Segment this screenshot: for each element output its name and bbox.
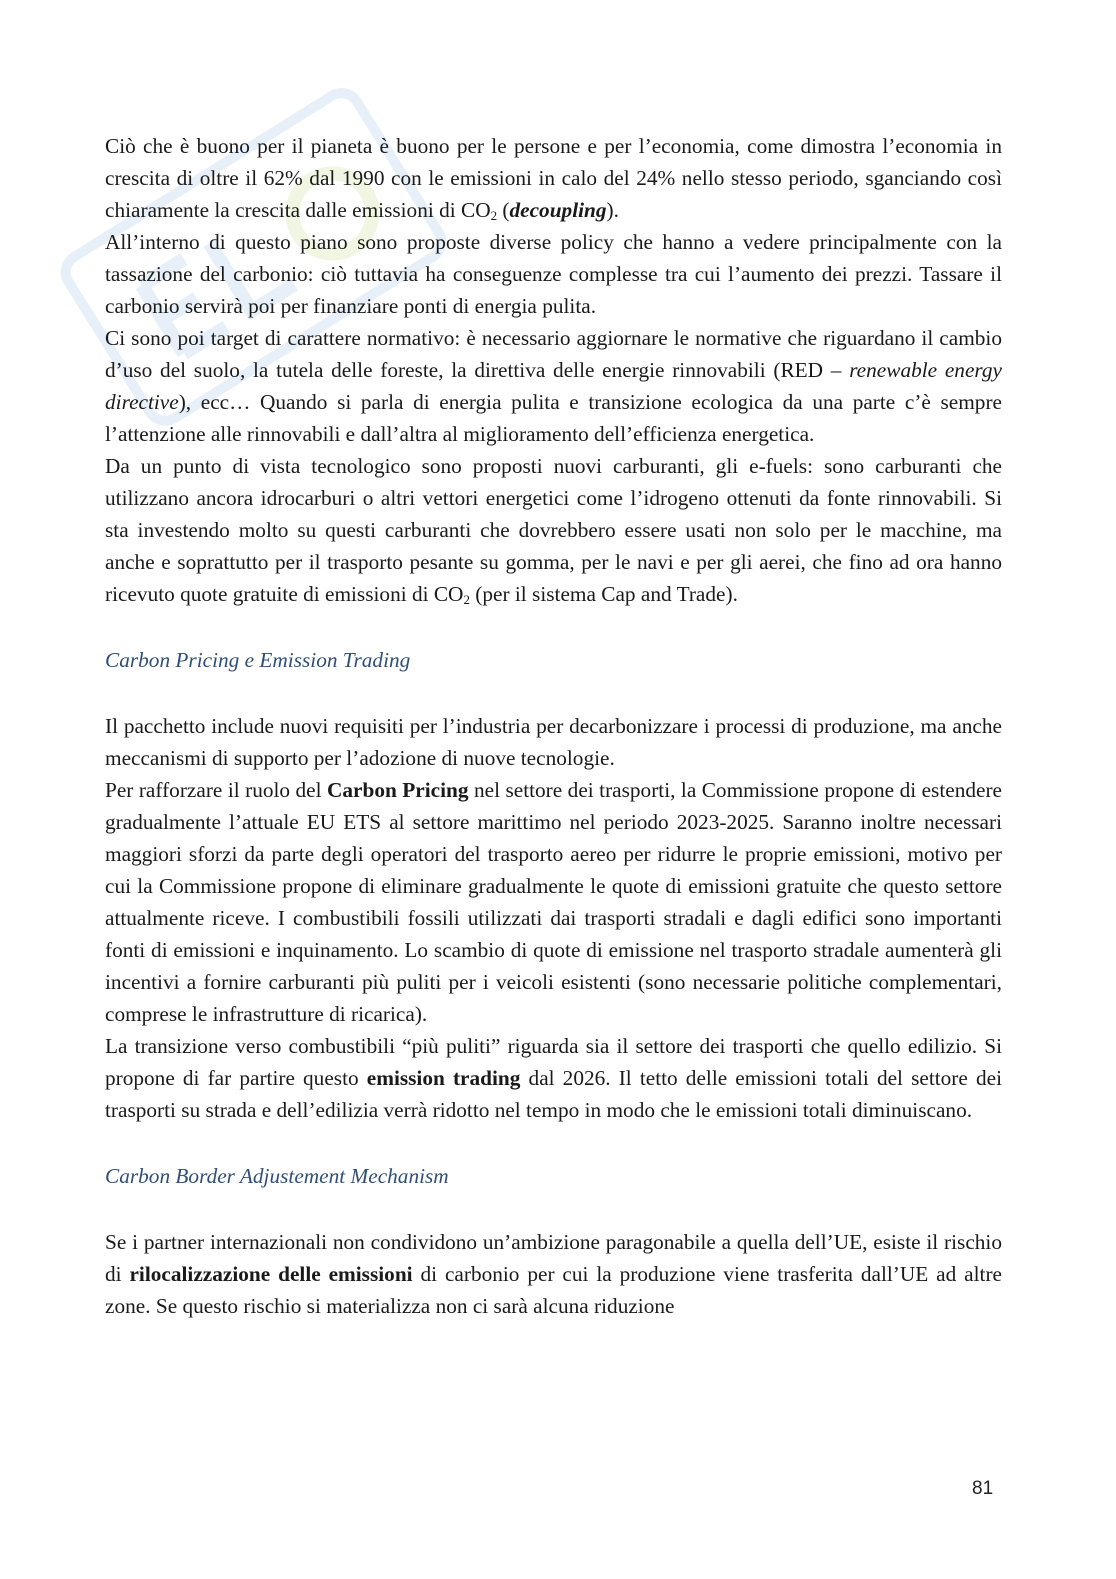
document-body [105, 130, 1002, 1322]
paragraph-e-fuels: Da un punto di vista tecnologico sono proposti nuovi carburanti, gli e-fuels: sono carburanti che utilizzano ancora idrocarburi o altri vettori energetici come l’idrogeno ottenuti da fonte rinnovabili. Si sta investendo molto su questi carburanti che dovrebbero essere usati non solo per le macchine, ma anche e soprattutto per il trasporto pesante su gomma, per le navi e per gli aerei, che fino ad ora hanno ricevuto quote gratuite di emissioni di $CO_2$ (per il sistema Cap and Trade). [105, 454, 1002, 607]
paragraph-carbon-pricing: Per rafforzare il ruolo del Carbon Pricing nel settore dei trasporti, la Commissione propone di estendere gradualmente l’attuale EU ETS al settore marittimo nel periodo 2023-2025. Saranno inoltre necessari maggiori sforzi da parte degli operatori del trasporto aereo per ridurre le proprie emissioni, motivo per cui la Commissione propone di eliminare gradualmente le quote di emissioni gratuite che questo settore attualmente riceve. I combustibili fossili utilizzati dai trasporti stradali e dagli edifici sono importanti fonti di emissioni e inquinamento. Lo scambio di quote di emissione nel trasporto stradale aumenterà gli incentivi a fornire carburanti più puliti per i veicoli esistenti (sono necessarie politiche complementari, comprese le infrastrutture di ricarica). [105, 778, 1002, 1026]
paragraph-emission-trading: La transizione verso combustibili “più puliti” riguarda sia il settore dei trasporti che quello edilizio. Si propone di far partire questo emission trading dal 2026. Il tetto delle emissioni totali del settore dei trasporti su strada e dell’edilizia verrà ridotto nel tempo in modo che le emissioni totali diminuiscano. [105, 1034, 1002, 1122]
page-number: 81 [972, 1478, 994, 1499]
paragraph-normative-targets: Ci sono poi target di carattere normativo: è necessario aggiornare le normative che riguardano il cambio d’uso del suolo, la tutela delle foreste, la direttiva delle energie rinnovabili (RED – renewable energy directive), ecc… Quando si parla di energia pulita e transizione ecologica da una parte c’è sempre l’attenzione alle rinnovabili e dall’altra al miglioramento dell’efficienza energetica. [105, 326, 1002, 446]
paragraph-decoupling: Ciò che è buono per il pianeta è buono per le persone e per l’economia, come dimostra l’economia in crescita di oltre il 62% dal 1990 con le emissioni in calo del 24% nello stesso periodo, sganciando così chiaramente la crescita dalle emissioni di $CO_2$ (decoupling). [105, 134, 1002, 223]
paragraph-industry-requirements: Il pacchetto include nuovi requisiti per l’industria per decarbonizzare i processi di produzione, ma anche meccanismi di supporto per l’adozione di nuove tecnologie. [105, 714, 1002, 770]
section-heading-carbon-pricing: Carbon Pricing e Emission Trading [105, 648, 411, 672]
paragraph-policy: All’interno di questo piano sono proposte diverse policy che hanno a vedere principalmente con la tassazione del carbonio: ciò tuttavia ha conseguenze complesse tra cui l’aumento dei prezzi. Tassare il carbonio servirà poi per finanziare ponti di energia pulita. [105, 230, 1002, 318]
paragraph-carbon-leakage: Se i partner internazionali non condividono un’ambizione paragonabile a quella dell’UE, esiste il rischio di rilocalizzazione delle emissioni di carbonio per cui la produzione viene trasferita dall’UE ad altre zone. Se questo rischio si materializza non ci sarà alcuna riduzione [105, 1230, 1003, 1318]
section-heading-cbam: Carbon Border Adjustement Mechanism [105, 1164, 449, 1188]
